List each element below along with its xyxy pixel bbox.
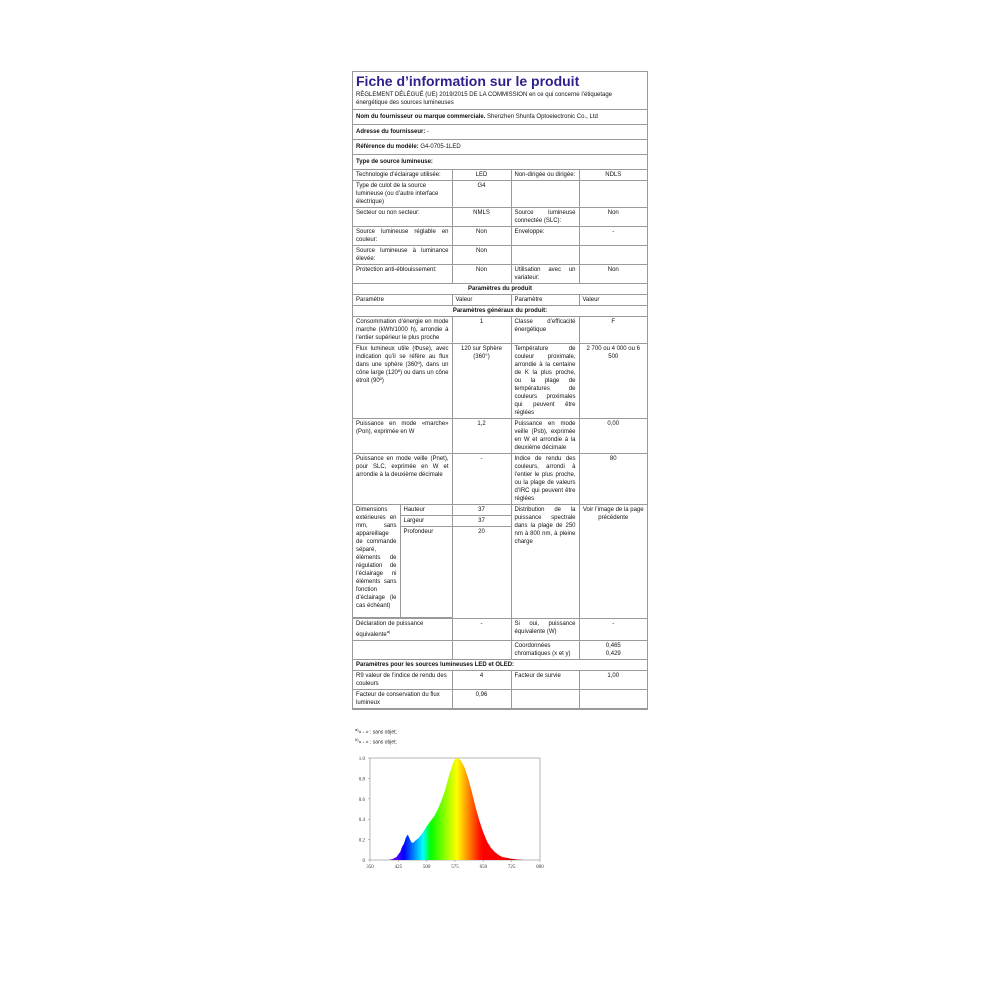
- value-cell: Non: [579, 208, 647, 227]
- table-row: [353, 671, 647, 690]
- table-row: [353, 170, 647, 181]
- y-tick-label: 0.4: [358, 818, 365, 824]
- table-row: [353, 344, 647, 419]
- y-tick-label: 1.0: [358, 757, 365, 762]
- model-value: G4-0705-1LED: [420, 144, 461, 150]
- value-cell: Non: [452, 246, 511, 265]
- value-cell: 0,96: [452, 690, 511, 709]
- footnote-mark: a): [355, 727, 359, 732]
- value-cell: [579, 690, 647, 709]
- table-row: [353, 419, 647, 454]
- type-heading: Type de source lumineuse:: [353, 155, 647, 170]
- footnote-text: « - » : sans objet;: [358, 729, 397, 736]
- param-cell: [511, 181, 579, 208]
- column-header: Valeur: [452, 295, 511, 306]
- value-cell: Non: [452, 265, 511, 284]
- y-tick-label: 0.2: [358, 838, 365, 844]
- table-row: [353, 690, 647, 709]
- value-cell: 1,00: [579, 671, 647, 690]
- value-cell: -: [579, 619, 647, 641]
- product-params-heading: Paramètres du produit: [353, 284, 647, 295]
- value-cell: 1,2: [452, 419, 511, 454]
- x-tick-label: 800: [536, 865, 544, 870]
- equiv-label: Déclaration de puissance équivalente: [356, 621, 424, 638]
- param-cell: Facteur de survie: [511, 671, 579, 690]
- y-tick-label: 0.6: [358, 797, 365, 803]
- section-heading-row: [353, 284, 647, 295]
- dimension-name: Hauteur: [400, 505, 452, 516]
- value-cell: 80: [579, 454, 647, 505]
- x-tick-label: 575: [451, 865, 459, 870]
- value-cell: -: [579, 227, 647, 246]
- param-cell: Puissance en mode «marche» (Pon), exprimée en W: [353, 419, 452, 454]
- value-cell: 2 700 ou 4 000 ou 6 500: [579, 344, 647, 419]
- sheet-title: Fiche d’information sur le produit: [356, 73, 580, 89]
- footnote-text: « - » : sans objet;: [358, 739, 397, 746]
- supplier-value: Shenzhen Shunfa Optoelectronic Co., Ltd: [487, 114, 598, 120]
- param-cell: Température de couleur proximale, arrondie à la centaine de K la plus proche, ou la plage de températures de couleurs proximales qui peuvent être réglées: [511, 344, 579, 419]
- y-tick-label: 0: [362, 859, 365, 864]
- param-cell: Consommation d’énergie en mode marche (kWh/1000 h), arrondie à l’entier supérieur le plus proche: [353, 317, 452, 344]
- model-row: [353, 140, 647, 155]
- y-tick-label: 0.8: [358, 777, 365, 783]
- param-cell: Classe d’efficacité énergétique: [511, 317, 579, 344]
- value-cell: Voir l’image de la page précédente: [579, 505, 647, 619]
- regulation-reference: RÈGLEMENT DÉLÉGUÉ (UE) 2019/2015 DE LA COMMISSION en ce qui concerne l’étiquetage énergétique des sources lumineuses: [353, 91, 647, 110]
- dimensions-cell: [353, 505, 452, 619]
- value-cell: 1: [452, 317, 511, 344]
- x-tick-label: 500: [422, 865, 431, 870]
- address-label: Adresse du fournisseur:: [356, 129, 426, 135]
- x-tick-label: 650: [479, 865, 488, 870]
- dimension-value: 37: [453, 516, 511, 527]
- value-cell: 120 sur Sphère (360°): [452, 344, 511, 419]
- column-header-row: [353, 295, 647, 306]
- product-information-sheet: [352, 71, 648, 710]
- value-cell: [579, 246, 647, 265]
- x-tick-label: 425: [394, 865, 403, 870]
- value-cell: 0,00: [579, 419, 647, 454]
- value-cell: Non: [452, 227, 511, 246]
- empty-cell: [353, 641, 452, 660]
- x-tick-label: 350: [366, 865, 374, 870]
- table-row: [353, 265, 647, 284]
- value-cell: -: [452, 619, 511, 641]
- x-tick-label: 725: [507, 865, 516, 870]
- param-cell: Source lumineuse à luminance élevée:: [353, 246, 452, 265]
- dimension-name: Profondeur: [400, 527, 452, 618]
- table-row: [353, 619, 647, 641]
- dimension-value: 37: [453, 505, 511, 516]
- led-params-heading: Paramètres pour les sources lumineuses LED et OLED:: [353, 660, 647, 671]
- column-header: Valeur: [579, 295, 647, 306]
- param-cell: Distribution de la puissance spectrale dans la plage de 250 nm à 800 nm, à pleine charge: [511, 505, 579, 619]
- supplier-label: Nom du fournisseur ou marque commerciale.: [356, 114, 486, 120]
- address-row: [353, 125, 647, 140]
- param-cell: Source lumineuse connectée (SLC):: [511, 208, 579, 227]
- param-cell: Enveloppe:: [511, 227, 579, 246]
- spectral-power-distribution-chart: [348, 752, 548, 874]
- address-value: -: [427, 129, 430, 135]
- param-cell: Type de culot de la source lumineuse (ou d’autre interface électrique): [353, 181, 452, 208]
- param-cell: [353, 619, 452, 641]
- table-row: [353, 317, 647, 344]
- section-heading-row: [353, 306, 647, 317]
- specification-table: [353, 170, 647, 709]
- value-cell: NMLS: [452, 208, 511, 227]
- dimensions-values-cell: [452, 505, 511, 619]
- param-cell: Flux lumineux utile (Φuse), avec indication qu’il se réfère au flux dans une sphère (360º), dans un cône large (120º) ou dans un cône étroit (90º): [353, 344, 452, 419]
- param-cell: Si oui, puissance équivalente (W): [511, 619, 579, 641]
- value-cell: LED: [452, 170, 511, 181]
- footnote-mark: a): [386, 629, 391, 634]
- param-cell: Protection anti-éblouissement:: [353, 265, 452, 284]
- param-cell: Puissance en mode veille (Pnet), pour SLC, exprimée en W et arrondie à la deuxième décimale: [353, 454, 452, 505]
- chromaticity-y: 0,429: [605, 651, 621, 657]
- table-row: [353, 181, 647, 208]
- chromaticity-x: 0,465: [605, 643, 621, 649]
- param-cell: Secteur ou non secteur:: [353, 208, 452, 227]
- param-cell: Facteur de conservation du flux lumineux: [353, 690, 452, 709]
- footnote: [355, 727, 397, 736]
- empty-cell: [452, 641, 511, 660]
- value-cell: NDLS: [579, 170, 647, 181]
- table-row: [353, 208, 647, 227]
- param-cell: R9 valeur de l’indice de rendu des couleurs: [353, 671, 452, 690]
- table-row: [353, 246, 647, 265]
- param-cell: Technologie d’éclairage utilisée:: [353, 170, 452, 181]
- param-cell: [511, 246, 579, 265]
- column-header: Paramètre: [353, 295, 452, 306]
- param-cell: [511, 690, 579, 709]
- footnote-mark: b): [355, 737, 359, 742]
- value-cell: [579, 181, 647, 208]
- supplier-row: [353, 110, 647, 125]
- value-cell: -: [452, 454, 511, 505]
- value-cell: [579, 641, 647, 660]
- column-header: Paramètre: [511, 295, 579, 306]
- table-row: [353, 454, 647, 505]
- param-cell: Non-dirigée ou dirigée:: [511, 170, 579, 181]
- param-cell: Source lumineuse réglable en couleur:: [353, 227, 452, 246]
- value-cell: 4: [452, 671, 511, 690]
- value-cell: G4: [452, 181, 511, 208]
- dimension-name: Largeur: [400, 516, 452, 527]
- value-cell: Non: [579, 265, 647, 284]
- dimensions-label: Dimensions extérieures en mm, sans appareillage de commande séparé, éléments de régulation de l’éclairage ni éléments sans fonction d’éclairage (le cas échéant): [353, 505, 400, 618]
- dimensions-row: [353, 505, 647, 619]
- footnote: [355, 737, 397, 746]
- param-cell: Utilisation avec un variateur:: [511, 265, 579, 284]
- value-cell: F: [579, 317, 647, 344]
- model-label: Référence du modèle:: [356, 144, 419, 150]
- section-heading-row: [353, 660, 647, 671]
- table-row: [353, 641, 647, 660]
- table-row: [353, 227, 647, 246]
- general-params-heading: Paramètres généraux du produit:: [353, 306, 647, 317]
- param-cell: Puissance en mode veille (Psb), exprimée en W et arrondie à la deuxième décimale: [511, 419, 579, 454]
- spectrum-area: [370, 758, 540, 860]
- param-cell: Coordonnées chromatiques (x et y): [511, 641, 579, 660]
- dimension-value: 20: [478, 529, 485, 535]
- param-cell: Indice de rendu des couleurs, arrondi à l’entier le plus proche, ou la plage de valeurs d’IRC qui peuvent être réglées: [511, 454, 579, 505]
